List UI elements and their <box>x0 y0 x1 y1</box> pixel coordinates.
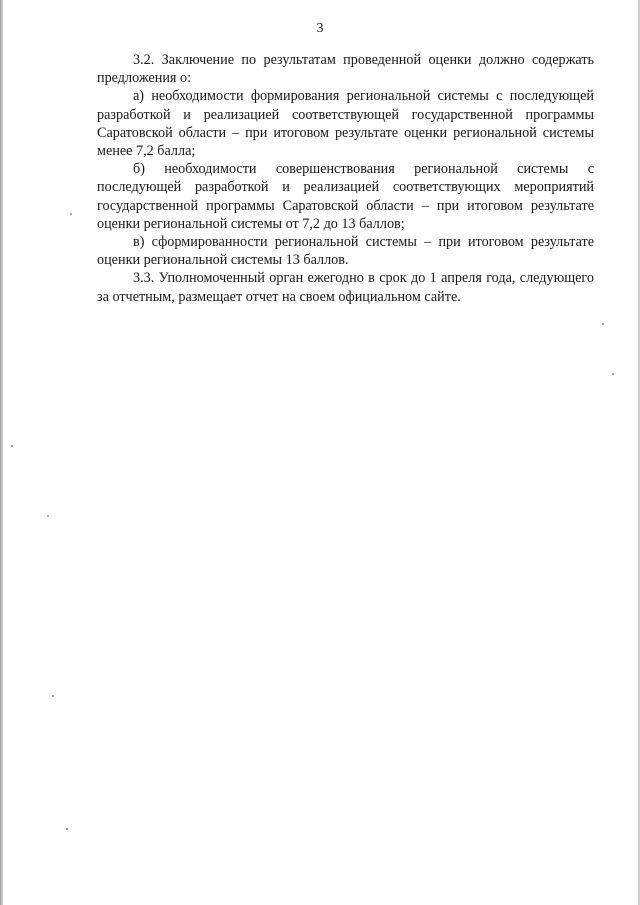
scan-edge-left <box>0 0 3 905</box>
scan-speck <box>52 695 54 697</box>
document-body <box>97 51 594 306</box>
paragraph-3-2: 3.2. Заключение по результатам проведенной оценки должно содержать предложения о: <box>97 52 594 87</box>
scan-speck <box>70 213 72 215</box>
scan-speck <box>11 445 13 447</box>
paragraph-item-v: в) сформированности региональной системы – при итоговом результате оценки региональной системы 13 баллов. <box>97 234 594 269</box>
scan-speck <box>602 323 604 325</box>
paragraph-item-b: б) необходимости совершенствования региональной системы с последующей разработкой и реализацией соответствующих мероприятий государственной программы Саратовской области – при итоговом результате оценки региональной системы от 7,2 до 13 баллов; <box>97 161 594 232</box>
paragraph-3-3: 3.3. Уполномоченный орган ежегодно в срок до 1 апреля года, следующего за отчетным, размещает отчет на своем официальном сайте. <box>97 270 594 305</box>
scan-speck <box>612 373 614 375</box>
page-number: 3 <box>316 21 324 36</box>
scan-speck <box>66 828 68 830</box>
scan-speck <box>47 515 49 517</box>
paragraph-item-a: а) необходимости формирования региональной системы с последующей разработкой и реализацией соответствующей государственной программы Саратовской области – при итоговом результате оценки региональной системы менее 7,2 балла; <box>97 88 594 160</box>
